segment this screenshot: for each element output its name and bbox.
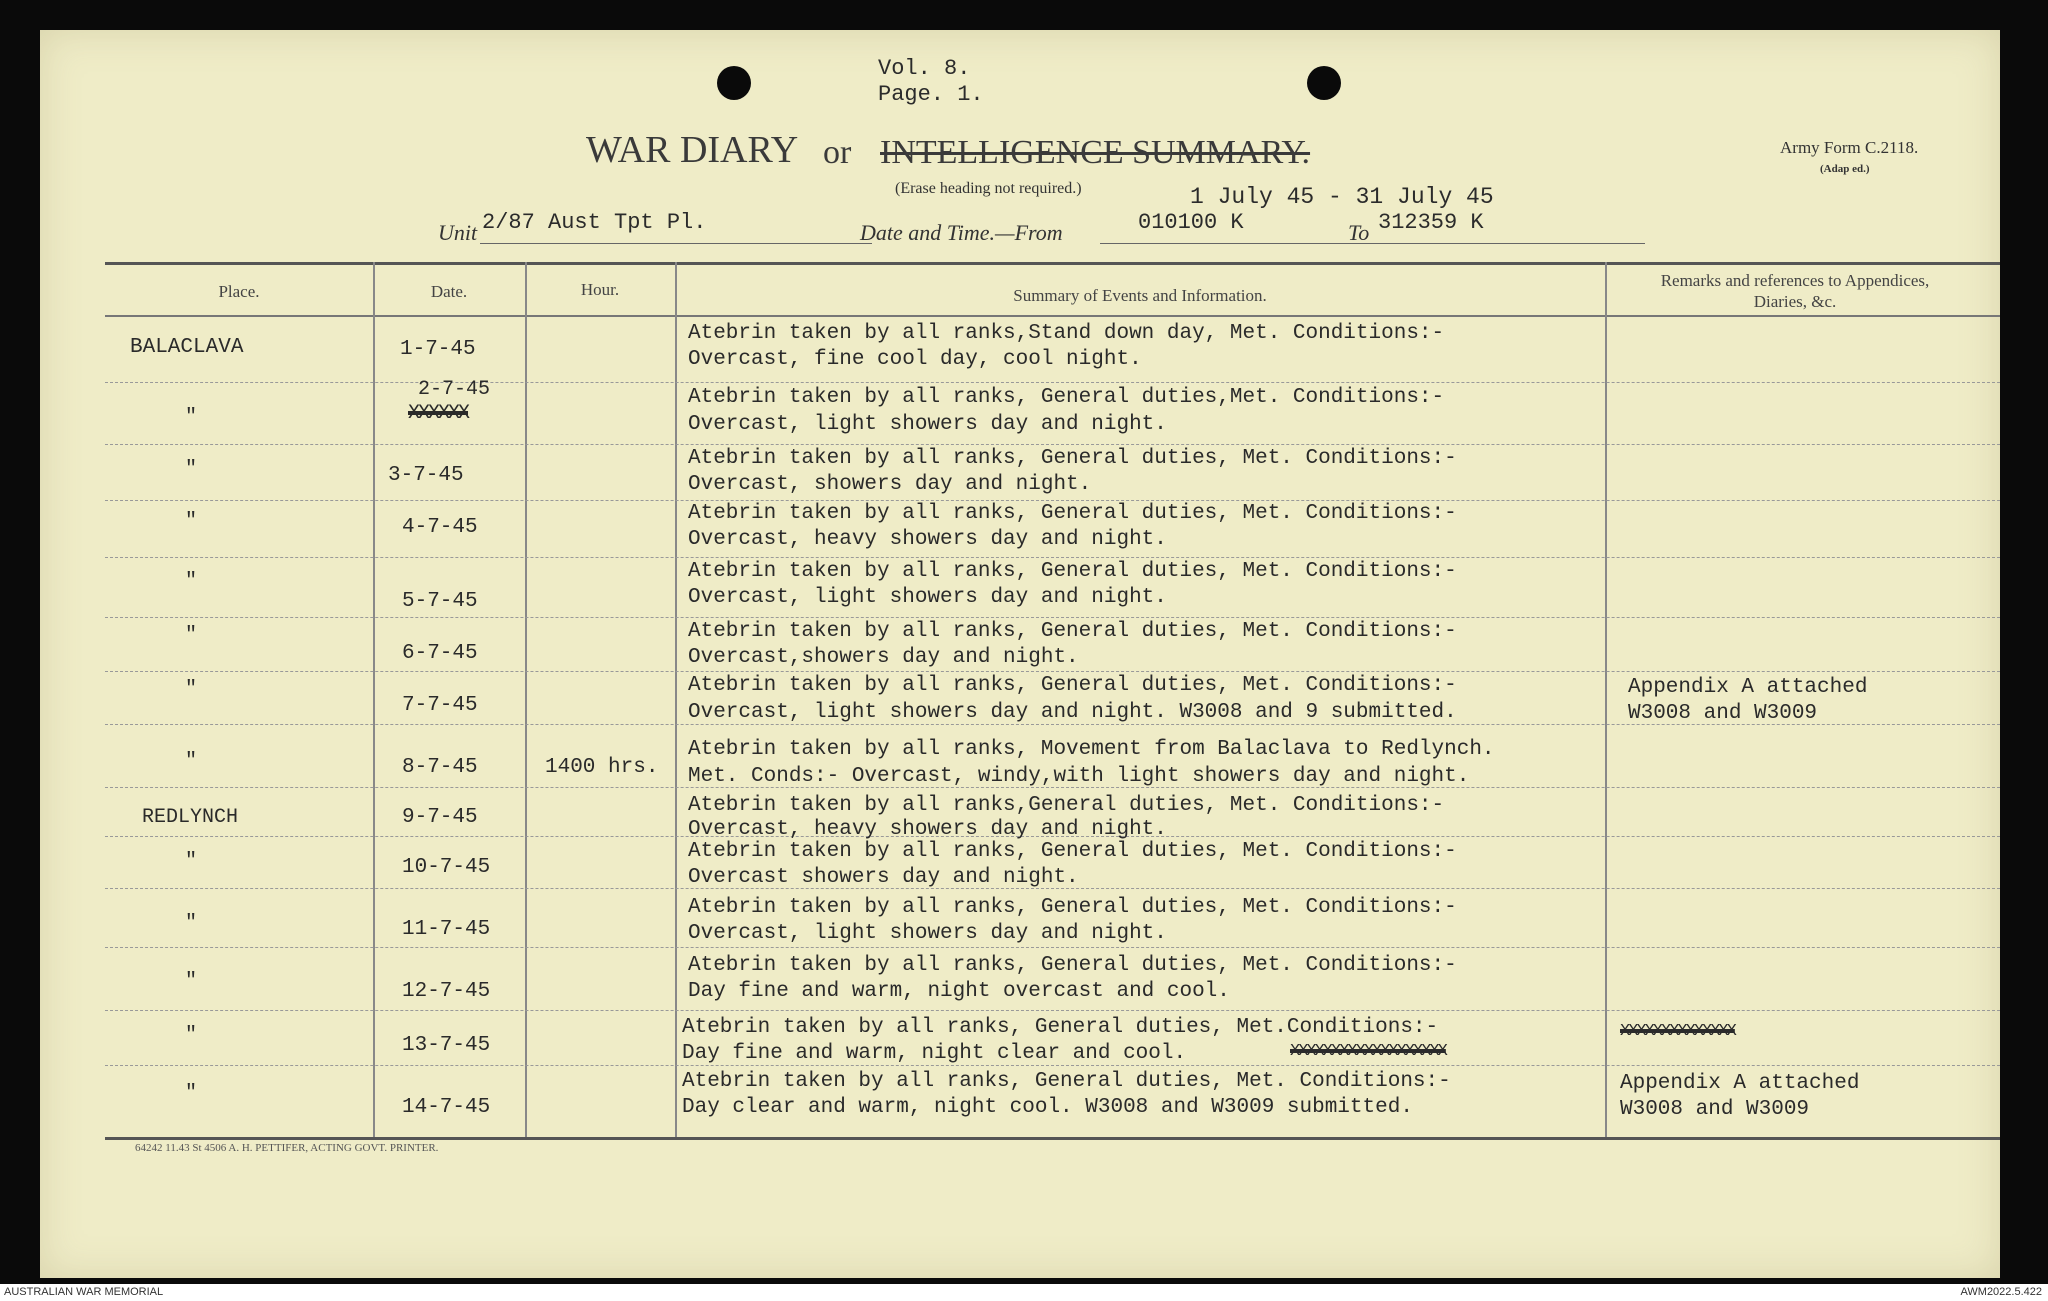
place-ditto: " bbox=[185, 750, 198, 773]
date-cell: 14-7-45 bbox=[402, 1096, 491, 1119]
header-place: Place. bbox=[218, 282, 260, 301]
archive-caption-bar bbox=[0, 1284, 2048, 1301]
remarks-line: W3008 and W3009 bbox=[1620, 1098, 1810, 1121]
date-cell: 11-7-45 bbox=[402, 918, 491, 941]
date-cell: 9-7-45 bbox=[402, 806, 478, 829]
remarks-struck-text: XXXXXXXXXXXXXX bbox=[1620, 1022, 1735, 1041]
to-label: To bbox=[1348, 220, 1370, 245]
header-date: Date. bbox=[430, 282, 468, 301]
summary-line: Overcast, light showers day and night. W3008 and 9 submitted. bbox=[688, 701, 1457, 724]
date-cell: 5-7-45 bbox=[402, 590, 478, 613]
summary-line: Overcast, heavy showers day and night. bbox=[688, 528, 1167, 551]
summary-line: Overcast, fine cool day, cool night. bbox=[688, 348, 1142, 371]
summary-struck-text: XXXXXXXXXXXXXXXXXXX bbox=[1290, 1042, 1446, 1061]
archive-reference: AWM2022.5.422 bbox=[1960, 1286, 2042, 1298]
summary-line: Overcast, light showers day and night. bbox=[688, 922, 1167, 945]
summary-line: Overcast, light showers day and night. bbox=[688, 413, 1167, 436]
header-summary: Summary of Events and Information. bbox=[1013, 286, 1267, 305]
summary-line: Atebrin taken by all ranks, General duties, Met.Conditions:- bbox=[682, 1016, 1439, 1039]
place-ditto: " bbox=[185, 1024, 198, 1047]
place-ditto: " bbox=[185, 510, 198, 533]
volume-number: Vol. 8. bbox=[878, 56, 971, 81]
summary-line: Day fine and warm, night clear and cool. bbox=[682, 1042, 1187, 1065]
summary-line: Day fine and warm, night overcast and cool. bbox=[688, 980, 1230, 1003]
date-cell: 12-7-45 bbox=[402, 980, 491, 1003]
summary-line: Atebrin taken by all ranks, General duties, Met. Conditions:- bbox=[688, 447, 1457, 470]
summary-line: Overcast,showers day and night. bbox=[688, 646, 1079, 669]
summary-line: Atebrin taken by all ranks, General duties,Met. Conditions:- bbox=[688, 386, 1445, 409]
remarks-line: Appendix A attached bbox=[1620, 1072, 1860, 1095]
page-number: Page. 1. bbox=[878, 82, 984, 107]
place-cell: REDLYNCH bbox=[142, 806, 239, 829]
date-cell: 10-7-45 bbox=[402, 856, 491, 879]
remarks-line: Appendix A attached bbox=[1628, 676, 1868, 699]
erase-note: (Erase heading not required.) bbox=[895, 180, 1082, 197]
from-value: 010100 K bbox=[1138, 210, 1244, 235]
date-struck: XXXXXX bbox=[408, 402, 469, 425]
summary-line: Atebrin taken by all ranks, General duties, Met. Conditions:- bbox=[688, 502, 1457, 525]
summary-line: Atebrin taken by all ranks, General duties, Met. Conditions:- bbox=[688, 896, 1457, 919]
place-ditto: " bbox=[185, 406, 198, 429]
place-ditto: " bbox=[185, 458, 198, 481]
place-cell: BALACLAVA bbox=[130, 336, 244, 359]
summary-line: Overcast, light showers day and night. bbox=[688, 586, 1167, 609]
summary-line: Atebrin taken by all ranks, General duties, Met. Conditions:- bbox=[682, 1070, 1451, 1093]
summary-line: Overcast, heavy showers day and night. bbox=[688, 818, 1167, 841]
summary-line: Atebrin taken by all ranks, General duties, Met. Conditions:- bbox=[688, 560, 1457, 583]
date-cell: 6-7-45 bbox=[402, 642, 478, 665]
date-cell: 13-7-45 bbox=[402, 1034, 491, 1057]
place-ditto: " bbox=[185, 1082, 198, 1105]
header-remarks: Remarks and references to Appendices, Diaries, &c. bbox=[1660, 271, 1930, 311]
place-ditto: " bbox=[185, 678, 198, 701]
summary-line: Atebrin taken by all ranks, General duties, Met. Conditions:- bbox=[688, 954, 1457, 977]
summary-line: Atebrin taken by all ranks, General duties, Met. Conditions:- bbox=[688, 674, 1457, 697]
to-value: 312359 K bbox=[1378, 210, 1484, 235]
summary-line: Atebrin taken by all ranks, General duties, Met. Conditions:- bbox=[688, 840, 1457, 863]
place-ditto: " bbox=[185, 912, 198, 935]
punch-hole-right bbox=[1307, 66, 1341, 100]
place-ditto: " bbox=[185, 850, 198, 873]
header-hour: Hour. bbox=[580, 280, 620, 299]
title-intelligence-summary-struck: INTELLIGENCE SUMMARY. bbox=[880, 134, 1311, 171]
summary-line: Atebrin taken by all ranks, Movement from Balaclava to Redlynch. bbox=[688, 738, 1495, 761]
printer-imprint: 64242 11.43 St 4506 A. H. PETTIFER, ACTING GOVT. PRINTER. bbox=[135, 1142, 439, 1154]
summary-line: Overcast, showers day and night. bbox=[688, 473, 1092, 496]
summary-line: Day clear and warm, night cool. W3008 and W3009 submitted. bbox=[682, 1096, 1413, 1119]
diary-period: 1 July 45 - 31 July 45 bbox=[1190, 184, 1494, 210]
archive-name: AUSTRALIAN WAR MEMORIAL bbox=[4, 1286, 164, 1298]
place-ditto: " bbox=[185, 624, 198, 647]
punch-hole-left bbox=[717, 66, 751, 100]
date-cell: 4-7-45 bbox=[402, 516, 478, 539]
summary-line: Overcast showers day and night. bbox=[688, 866, 1079, 889]
summary-line: Atebrin taken by all ranks,Stand down day, Met. Conditions:- bbox=[688, 322, 1445, 345]
summary-line: Met. Conds:- Overcast, windy,with light showers day and night. bbox=[688, 765, 1470, 788]
date-cell: 8-7-45 bbox=[402, 756, 478, 779]
date-cell: 2-7-45 bbox=[418, 378, 491, 401]
title-or: or bbox=[823, 134, 852, 171]
summary-line: Atebrin taken by all ranks, General duties, Met. Conditions:- bbox=[688, 620, 1457, 643]
unit-value: 2/87 Aust Tpt Pl. bbox=[482, 210, 707, 235]
diary-page bbox=[40, 30, 2000, 1278]
date-cell: 7-7-45 bbox=[402, 694, 478, 717]
adapted-note: (Adap ed.) bbox=[1820, 163, 1870, 175]
title-war-diary: WAR DIARY bbox=[586, 129, 799, 171]
place-ditto: " bbox=[185, 570, 198, 593]
date-cell: 1-7-45 bbox=[400, 338, 476, 361]
hour-cell: 1400 hrs. bbox=[545, 756, 659, 779]
army-form-number: Army Form C.2118. bbox=[1780, 138, 1919, 157]
place-ditto: " bbox=[185, 970, 198, 993]
date-time-label: Date and Time.—From bbox=[860, 220, 1063, 245]
remarks-line: W3008 and W3009 bbox=[1628, 702, 1818, 725]
date-cell: 3-7-45 bbox=[388, 464, 464, 487]
summary-line: Atebrin taken by all ranks,General duties, Met. Conditions:- bbox=[688, 794, 1445, 817]
unit-label: Unit bbox=[438, 220, 478, 245]
